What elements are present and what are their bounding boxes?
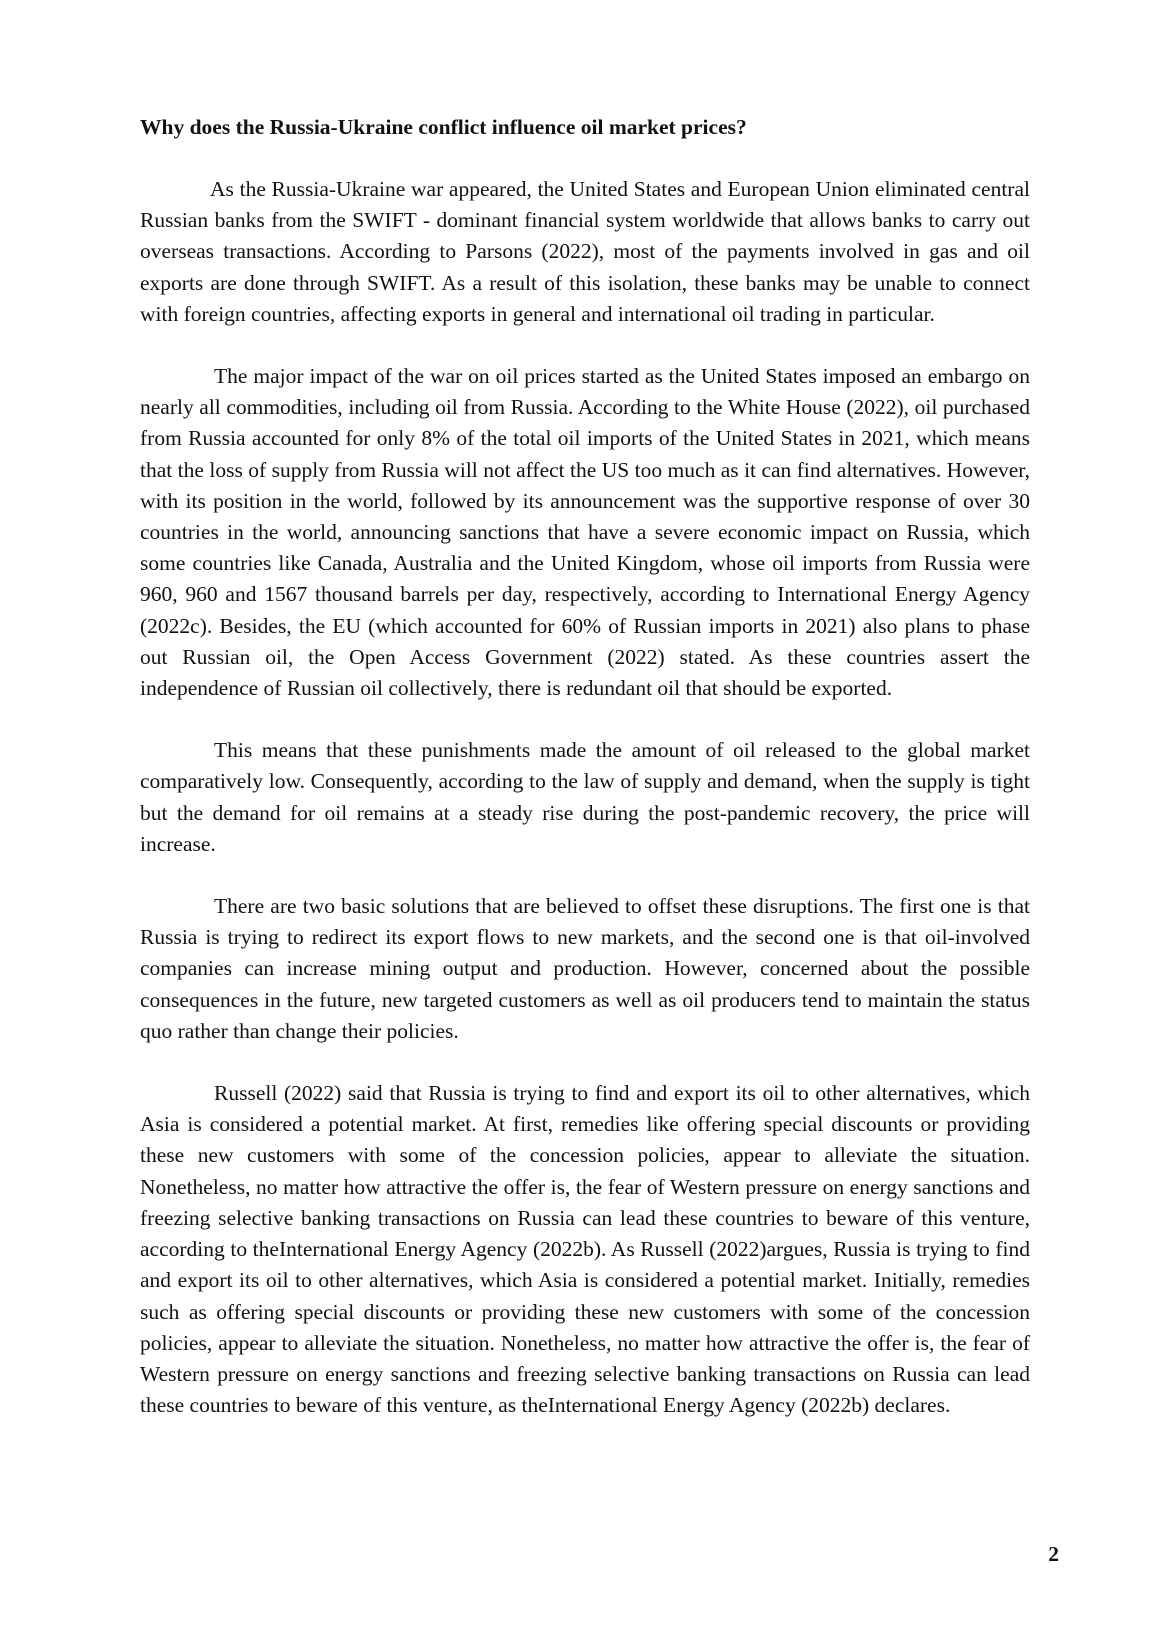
paragraph-supply-demand: This means that these punishments made the amount of oil released to the global market comparatively low. Consequently, according to the law of supply and demand, when the supply is tight but the demand for oil remains at a steady rise during the post-pandemic recovery, the price will increase. <box>140 738 1030 856</box>
paragraph-solutions: There are two basic solutions that are believed to offset these disruptions. The first one is that Russia is trying to redirect its export flows to new markets, and the second one is that oil-involved companies can increase mining output and production. However, concerned about the possible consequences in the future, new targeted customers as well as oil producers tend to maintain the status quo rather than change their policies. <box>140 894 1030 1043</box>
paragraph-swift: As the Russia-Ukraine war appeared, the United States and European Union eliminated central Russian banks from the SWIFT - dominant financial system worldwide that allows banks to carry out overseas transactions. According to Parsons (2022), most of the payments involved in gas and oil exports are done through SWIFT. As a result of this isolation, these banks may be unable to connect with foreign countries, affecting exports in general and international oil trading in particular. <box>140 177 1030 326</box>
section-heading: Why does the Russia-Ukraine conflict influence oil market prices? <box>140 115 747 139</box>
paragraph-asia-market: Russell (2022) said that Russia is trying to find and export its oil to other alternatives, which Asia is considered a potential market. At first, remedies like offering special discounts or providing these new customers with some of the concession policies, appear to alleviate the situation. Nonetheless, no matter how attractive the offer is, the fear of Western pressure on energy sanctions and freezing selective banking transactions on Russia can lead these countries to beware of this venture, according to theInternational Energy Agency (2022b). As Russell (2022)argues, Russia is trying to find and export its oil to other alternatives, which Asia is considered a potential market. Initially, remedies such as offering special discounts or providing these new customers with some of the concession policies, appear to alleviate the situation. Nonetheless, no matter how attractive the offer is, the fear of Western pressure on energy sanctions and freezing selective banking transactions on Russia can lead these countries to beware of this venture, as theInternational Energy Agency (2022b) declares. <box>140 1081 1030 1418</box>
page-content <box>140 112 1030 1452</box>
paragraph-embargo: The major impact of the war on oil prices started as the United States imposed an embargo on nearly all commodities, including oil from Russia. According to the White House (2022), oil purchased from Russia accounted for only 8% of the total oil imports of the United States in 2021, which means that the loss of supply from Russia will not affect the US too much as it can find alternatives. However, with its position in the world, followed by its announcement was the supportive response of over 30 countries in the world, announcing sanctions that have a severe economic impact on Russia, which some countries like Canada, Australia and the United Kingdom, whose oil imports from Russia were 960, 960 and 1567 thousand barrels per day, respectively, according to International Energy Agency (2022c). Besides, the EU (which accounted for 60% of Russian imports in 2021) also plans to phase out Russian oil, the Open Access Government (2022) stated. As these countries assert the independence of Russian oil collectively, there is redundant oil that should be exported. <box>140 364 1030 701</box>
page-number: 2 <box>1048 1542 1059 1566</box>
